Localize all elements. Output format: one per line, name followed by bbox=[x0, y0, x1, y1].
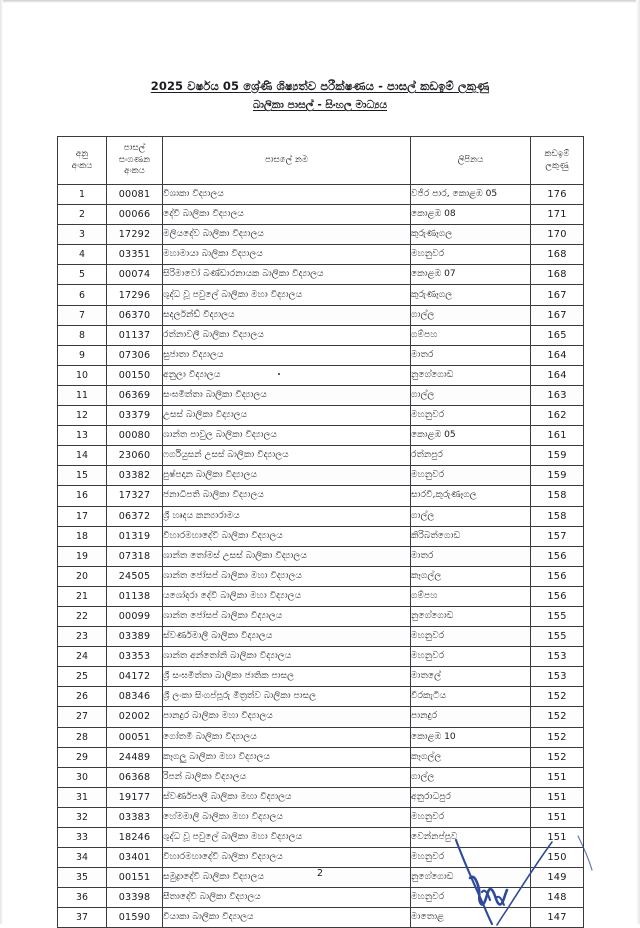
cell-school-name: පුෂ්පදාන බාලිකා විද්‍යාලය bbox=[163, 466, 411, 486]
cell-address: සාරවි,කුරුණෑගල bbox=[411, 486, 531, 506]
cell-census-number: 01137 bbox=[107, 325, 163, 345]
table-row bbox=[58, 345, 584, 365]
cell-cutoff-marks: 151 bbox=[531, 767, 584, 787]
cell-school-name: විහාරමහාදේවී බාලිකා විද්‍යාලය bbox=[163, 848, 411, 868]
cell-school-name: මලියදේව බාලිකා විද්‍යාලය bbox=[163, 225, 411, 245]
column-header-serial bbox=[58, 137, 107, 185]
cell-census-number: 00151 bbox=[107, 868, 163, 888]
cell-serial-number: 7 bbox=[58, 305, 107, 325]
cell-census-number: 06370 bbox=[107, 305, 163, 325]
cell-census-number: 02002 bbox=[107, 707, 163, 727]
cell-school-name: ශාන්ත ජෝසප් බාලිකා මහා විද්‍යාලය bbox=[163, 566, 411, 586]
cell-cutoff-marks: 156 bbox=[531, 586, 584, 606]
table-row bbox=[58, 285, 584, 305]
cell-serial-number: 11 bbox=[58, 385, 107, 405]
cell-school-name: ෆර්ගියුසන් උසස් බාලිකා විද්‍යාලය bbox=[163, 446, 411, 466]
cell-school-name: සිරිමාවෝ බණ්ඩාරනායක බාලිකා විද්‍යාලය bbox=[163, 265, 411, 285]
cell-address: මහනුවර bbox=[411, 245, 531, 265]
cell-census-number: 03351 bbox=[107, 245, 163, 265]
cell-school-name: රත්නාවලී බාලිකා විද්‍යාලය bbox=[163, 325, 411, 345]
cell-census-number: 17296 bbox=[107, 285, 163, 305]
column-header-marks-line2: ලකුණු bbox=[545, 160, 569, 171]
cell-address: කොළඹ 08 bbox=[411, 205, 531, 225]
page-number: 2 bbox=[316, 868, 324, 879]
cell-address: ගාල්ල bbox=[411, 767, 531, 787]
cell-school-name: උසස් බාලිකා විද්‍යාලය bbox=[163, 406, 411, 426]
cell-serial-number: 13 bbox=[58, 426, 107, 446]
table-row bbox=[58, 406, 584, 426]
cell-address: අනුරාධපුර bbox=[411, 787, 531, 807]
cell-census-number: 06372 bbox=[107, 506, 163, 526]
cell-address: මහනුවර bbox=[411, 466, 531, 486]
column-header-address: ලිපිනය bbox=[411, 137, 531, 185]
table-row bbox=[58, 627, 584, 647]
cell-school-name: හේමමාලි බාලිකා මහා විද්‍යාලය bbox=[163, 807, 411, 827]
column-header-serial-line2: අංකය bbox=[71, 160, 93, 171]
cell-cutoff-marks: 167 bbox=[531, 305, 584, 325]
cell-serial-number: 24 bbox=[58, 647, 107, 667]
cell-serial-number: 8 bbox=[58, 325, 107, 345]
cell-serial-number: 19 bbox=[58, 546, 107, 566]
cell-address: පානදුර bbox=[411, 707, 531, 727]
table-row bbox=[58, 888, 584, 908]
cell-census-number: 00074 bbox=[107, 265, 163, 285]
cell-address: මහනුවර bbox=[411, 888, 531, 908]
cell-serial-number: 4 bbox=[58, 245, 107, 265]
cell-address: මාතලේ bbox=[411, 667, 531, 687]
title-block bbox=[0, 78, 640, 113]
cell-school-name: ශුද්ධ වූ පවුලේ බාලිකා මහා විද්‍යාලය bbox=[163, 828, 411, 848]
table-row bbox=[58, 486, 584, 506]
cell-cutoff-marks: 155 bbox=[531, 627, 584, 647]
table-row bbox=[58, 365, 584, 385]
cell-school-name: ශාන්ත අන්තෝනි බාලිකා විද්‍යාලය bbox=[163, 647, 411, 667]
cell-cutoff-marks: 164 bbox=[531, 365, 584, 385]
cell-serial-number: 22 bbox=[58, 606, 107, 626]
column-header-marks-line1: කඩඉම් bbox=[544, 149, 570, 159]
table-row bbox=[58, 747, 584, 767]
cell-address: නුගේගොඩ bbox=[411, 868, 531, 888]
cell-serial-number: 32 bbox=[58, 807, 107, 827]
cell-serial-number: 23 bbox=[58, 627, 107, 647]
cell-census-number: 00066 bbox=[107, 205, 163, 225]
cell-cutoff-marks: 156 bbox=[531, 566, 584, 586]
cell-serial-number: 14 bbox=[58, 446, 107, 466]
column-header-census-line1: පාසල් bbox=[123, 143, 146, 154]
cell-census-number: 01138 bbox=[107, 586, 163, 606]
cell-serial-number: 1 bbox=[58, 185, 107, 205]
table-row bbox=[58, 586, 584, 606]
cell-address: නුගේගොඩ bbox=[411, 606, 531, 626]
cell-school-name: ස්වර්ණමාලී බාලිකා විද්‍යාලය bbox=[163, 627, 411, 647]
table-row bbox=[58, 707, 584, 727]
cell-school-name: විශාකා විද්‍යාලය bbox=[163, 185, 411, 205]
cell-address: ගම්පහ bbox=[411, 325, 531, 345]
cell-census-number: 00081 bbox=[107, 185, 163, 205]
cell-serial-number: 37 bbox=[58, 908, 107, 928]
cell-cutoff-marks: 155 bbox=[531, 606, 584, 626]
cell-serial-number: 3 bbox=[58, 225, 107, 245]
table-row bbox=[58, 185, 584, 205]
table-row bbox=[58, 265, 584, 285]
column-header-census-line3: අංකය bbox=[124, 166, 145, 177]
cell-serial-number: 35 bbox=[58, 868, 107, 888]
scan-ink-speck bbox=[278, 373, 280, 375]
table-header bbox=[58, 137, 584, 185]
table-row bbox=[58, 828, 584, 848]
cell-address: කොළඹ 10 bbox=[411, 727, 531, 747]
cell-cutoff-marks: 171 bbox=[531, 205, 584, 225]
table-row bbox=[58, 606, 584, 626]
document-subtitle: බාලිකා පාසල් - සිංහල මාධ්‍යය bbox=[252, 99, 388, 111]
cell-cutoff-marks: 153 bbox=[531, 667, 584, 687]
cell-census-number: 06368 bbox=[107, 767, 163, 787]
table-row bbox=[58, 446, 584, 466]
column-header-census-line2: සංගණන bbox=[118, 154, 151, 165]
cell-census-number: 04172 bbox=[107, 667, 163, 687]
cell-address: කෑගල්ල bbox=[411, 566, 531, 586]
cell-census-number: 03379 bbox=[107, 406, 163, 426]
cell-school-name: ශ්‍රී ලංකා සිංගප්පූරු මිත්‍රත්ව බාලිකා පාසල bbox=[163, 687, 411, 707]
cell-cutoff-marks: 151 bbox=[531, 807, 584, 827]
cell-school-name: සුජාතා විද්‍යාලය bbox=[163, 345, 411, 365]
cell-cutoff-marks: 163 bbox=[531, 385, 584, 405]
cell-cutoff-marks: 157 bbox=[531, 526, 584, 546]
cell-serial-number: 33 bbox=[58, 828, 107, 848]
cell-address: කිරිබත්ගොඩ bbox=[411, 526, 531, 546]
school-cutoff-marks-table bbox=[57, 136, 584, 928]
table-row bbox=[58, 848, 584, 868]
cell-cutoff-marks: 151 bbox=[531, 787, 584, 807]
document-title: 2025 වර්ෂය 05 ශ්‍රේණි ශිෂ්‍යත්ව පරීක්ෂණය - පාසල් කඩඉම් ලකුණු bbox=[150, 79, 490, 93]
column-header-cutoff-marks bbox=[531, 137, 584, 185]
cell-cutoff-marks: 164 bbox=[531, 345, 584, 365]
cell-school-name: විහාරමහාදේවී බාලිකා විද්‍යාලය bbox=[163, 526, 411, 546]
cell-serial-number: 27 bbox=[58, 707, 107, 727]
cell-census-number: 00051 bbox=[107, 727, 163, 747]
table-row bbox=[58, 385, 584, 405]
cell-census-number: 07306 bbox=[107, 345, 163, 365]
column-header-census-number bbox=[107, 137, 163, 185]
cell-address: මහනුවර bbox=[411, 647, 531, 667]
cell-school-name: කෑගලු බාලිකා මහා විද්‍යාලය bbox=[163, 747, 411, 767]
cell-address: මාතොළ bbox=[411, 908, 531, 928]
cell-address: මහනුවර bbox=[411, 848, 531, 868]
cell-cutoff-marks: 170 bbox=[531, 225, 584, 245]
cell-serial-number: 9 bbox=[58, 345, 107, 365]
cell-census-number: 18246 bbox=[107, 828, 163, 848]
cell-address: කොළඹ 07 bbox=[411, 265, 531, 285]
cell-school-name: මහාමායා බාලිකා විද්‍යාලය bbox=[163, 245, 411, 265]
cell-cutoff-marks: 150 bbox=[531, 848, 584, 868]
cell-serial-number: 2 bbox=[58, 205, 107, 225]
cell-address: ගම්පහ bbox=[411, 586, 531, 606]
cell-address: ගාල්ල bbox=[411, 305, 531, 325]
cell-serial-number: 36 bbox=[58, 888, 107, 908]
table-row bbox=[58, 807, 584, 827]
cell-cutoff-marks: 176 bbox=[531, 185, 584, 205]
cell-census-number: 03353 bbox=[107, 647, 163, 667]
cell-census-number: 07318 bbox=[107, 546, 163, 566]
cell-address: කුරුණෑගල bbox=[411, 285, 531, 305]
cell-address: ගාල්ල bbox=[411, 506, 531, 526]
table-row bbox=[58, 667, 584, 687]
cell-cutoff-marks: 159 bbox=[531, 446, 584, 466]
column-header-serial-line1: අනු bbox=[75, 149, 89, 159]
cell-serial-number: 10 bbox=[58, 365, 107, 385]
cell-census-number: 17292 bbox=[107, 225, 163, 245]
cell-school-name: වියාකා බාලිකා විද්‍යාලය bbox=[163, 908, 411, 928]
table-row bbox=[58, 225, 584, 245]
cell-cutoff-marks: 156 bbox=[531, 546, 584, 566]
table-header-row bbox=[58, 137, 584, 185]
cell-school-name: පානදුර බාලිකා මහා විද්‍යාලය bbox=[163, 707, 411, 727]
cell-school-name: ශුද්ධ වූ පවුලේ බාලිකා මහා විද්‍යාලය bbox=[163, 285, 411, 305]
cell-address: මහනුවර bbox=[411, 406, 531, 426]
cell-cutoff-marks: 168 bbox=[531, 265, 584, 285]
cell-cutoff-marks: 153 bbox=[531, 647, 584, 667]
cell-cutoff-marks: 151 bbox=[531, 828, 584, 848]
cell-address: මහනුවර bbox=[411, 627, 531, 647]
cell-address: මාතර bbox=[411, 546, 531, 566]
cell-school-name: ශාන්ත තෝමස් උසස් බාලිකා විද්‍යාලය bbox=[163, 546, 411, 566]
table-row bbox=[58, 727, 584, 747]
cell-school-name: යශෝදරා දේවි බාලිකා මහා විද්‍යාලය bbox=[163, 586, 411, 606]
cell-census-number: 03383 bbox=[107, 807, 163, 827]
table-row bbox=[58, 687, 584, 707]
cell-cutoff-marks: 148 bbox=[531, 888, 584, 908]
table-row bbox=[58, 767, 584, 787]
cell-census-number: 06369 bbox=[107, 385, 163, 405]
cell-school-name: ස්වර්ණපාලී බාලිකා මහා විද්‍යාලය bbox=[163, 787, 411, 807]
cell-school-name: ගෝතමී බාලිකා විද්‍යාලය bbox=[163, 727, 411, 747]
cell-serial-number: 16 bbox=[58, 486, 107, 506]
cell-serial-number: 15 bbox=[58, 466, 107, 486]
cell-address: වජිර පාර, කොළඹ 05 bbox=[411, 185, 531, 205]
cell-address: වීරකැටිය bbox=[411, 687, 531, 707]
cell-serial-number: 25 bbox=[58, 667, 107, 687]
cell-census-number: 00080 bbox=[107, 426, 163, 446]
cell-census-number: 24489 bbox=[107, 747, 163, 767]
cell-census-number: 03398 bbox=[107, 888, 163, 908]
cell-serial-number: 21 bbox=[58, 586, 107, 606]
cell-school-name: සමුද්‍රාදේවී බාලිකා විද්‍යාලය bbox=[163, 868, 411, 888]
cell-serial-number: 31 bbox=[58, 787, 107, 807]
cell-census-number: 00150 bbox=[107, 365, 163, 385]
cell-serial-number: 29 bbox=[58, 747, 107, 767]
cell-serial-number: 34 bbox=[58, 848, 107, 868]
table-row bbox=[58, 566, 584, 586]
cell-census-number: 19177 bbox=[107, 787, 163, 807]
cell-address: කුරුණෑගල bbox=[411, 225, 531, 245]
cell-census-number: 03382 bbox=[107, 466, 163, 486]
cell-serial-number: 17 bbox=[58, 506, 107, 526]
cell-school-name: සදර්ලන්ඩ් විද්‍යාලය bbox=[163, 305, 411, 325]
cell-serial-number: 5 bbox=[58, 265, 107, 285]
table-row bbox=[58, 305, 584, 325]
table-row bbox=[58, 325, 584, 345]
cell-school-name: ශාන්ත ජෝසප් බාලිකා විද්‍යාලය bbox=[163, 606, 411, 626]
cell-cutoff-marks: 167 bbox=[531, 285, 584, 305]
table-row bbox=[58, 426, 584, 446]
cell-school-name: සංඝමිත්තා බාලිකා විද්‍යාලය bbox=[163, 385, 411, 405]
cell-school-name: ශ්‍රී සංඝමිත්තා බාලිකා ජාතික පාසල bbox=[163, 667, 411, 687]
table-row bbox=[58, 647, 584, 667]
cell-school-name: රිපන් බාලිකා විද්‍යාලය bbox=[163, 767, 411, 787]
cell-census-number: 17327 bbox=[107, 486, 163, 506]
cell-census-number: 00099 bbox=[107, 606, 163, 626]
cell-census-number: 03389 bbox=[107, 627, 163, 647]
cell-school-name: සීතාදේවී බාලිකා විද්‍යාලය bbox=[163, 888, 411, 908]
cell-address: කොළඹ 05 bbox=[411, 426, 531, 446]
cell-address: නුගේගොඩ bbox=[411, 365, 531, 385]
cell-school-name: දේවි බාලිකා විද්‍යාලය bbox=[163, 205, 411, 225]
cell-cutoff-marks: 159 bbox=[531, 466, 584, 486]
cell-cutoff-marks: 147 bbox=[531, 908, 584, 928]
cell-cutoff-marks: 152 bbox=[531, 707, 584, 727]
cell-census-number: 01590 bbox=[107, 908, 163, 928]
table-row bbox=[58, 526, 584, 546]
cell-school-name: අනුලා විද්‍යාලය bbox=[163, 365, 411, 385]
cell-cutoff-marks: 152 bbox=[531, 687, 584, 707]
cell-cutoff-marks: 149 bbox=[531, 868, 584, 888]
cell-serial-number: 26 bbox=[58, 687, 107, 707]
cell-school-name: ජනාධිපති බාලිකා විද්‍යාලය bbox=[163, 486, 411, 506]
cell-address: මාතර bbox=[411, 345, 531, 365]
column-header-school-name: පාසලේ නම bbox=[163, 137, 411, 185]
cell-address: වෙන්නප්පුව bbox=[411, 828, 531, 848]
table-row bbox=[58, 245, 584, 265]
cell-census-number: 03401 bbox=[107, 848, 163, 868]
cell-address: ගාල්ල bbox=[411, 385, 531, 405]
table-row bbox=[58, 787, 584, 807]
table-row bbox=[58, 908, 584, 928]
cell-census-number: 08346 bbox=[107, 687, 163, 707]
table-row bbox=[58, 546, 584, 566]
cell-serial-number: 28 bbox=[58, 727, 107, 747]
marks-table-container bbox=[57, 136, 583, 928]
cell-cutoff-marks: 161 bbox=[531, 426, 584, 446]
cell-cutoff-marks: 165 bbox=[531, 325, 584, 345]
cell-school-name: ශ්‍රී හෘදය කන්‍යාරාමය bbox=[163, 506, 411, 526]
cell-census-number: 24505 bbox=[107, 566, 163, 586]
table-row bbox=[58, 466, 584, 486]
cell-cutoff-marks: 158 bbox=[531, 506, 584, 526]
cell-serial-number: 12 bbox=[58, 406, 107, 426]
cell-serial-number: 6 bbox=[58, 285, 107, 305]
cell-census-number: 01319 bbox=[107, 526, 163, 546]
table-row bbox=[58, 506, 584, 526]
cell-serial-number: 30 bbox=[58, 767, 107, 787]
cell-address: කෑගල්ල bbox=[411, 747, 531, 767]
cell-cutoff-marks: 152 bbox=[531, 747, 584, 767]
table-body bbox=[58, 185, 584, 928]
cell-cutoff-marks: 152 bbox=[531, 727, 584, 747]
cell-serial-number: 18 bbox=[58, 526, 107, 546]
cell-cutoff-marks: 168 bbox=[531, 245, 584, 265]
cell-census-number: 23060 bbox=[107, 446, 163, 466]
cell-cutoff-marks: 158 bbox=[531, 486, 584, 506]
cell-address: රත්නපුර bbox=[411, 446, 531, 466]
cell-address: මහනුවර bbox=[411, 807, 531, 827]
table-row bbox=[58, 205, 584, 225]
cell-serial-number: 20 bbox=[58, 566, 107, 586]
cell-school-name: ශාන්ත පාවුල බාලිකා විද්‍යාලය bbox=[163, 426, 411, 446]
cell-cutoff-marks: 162 bbox=[531, 406, 584, 426]
